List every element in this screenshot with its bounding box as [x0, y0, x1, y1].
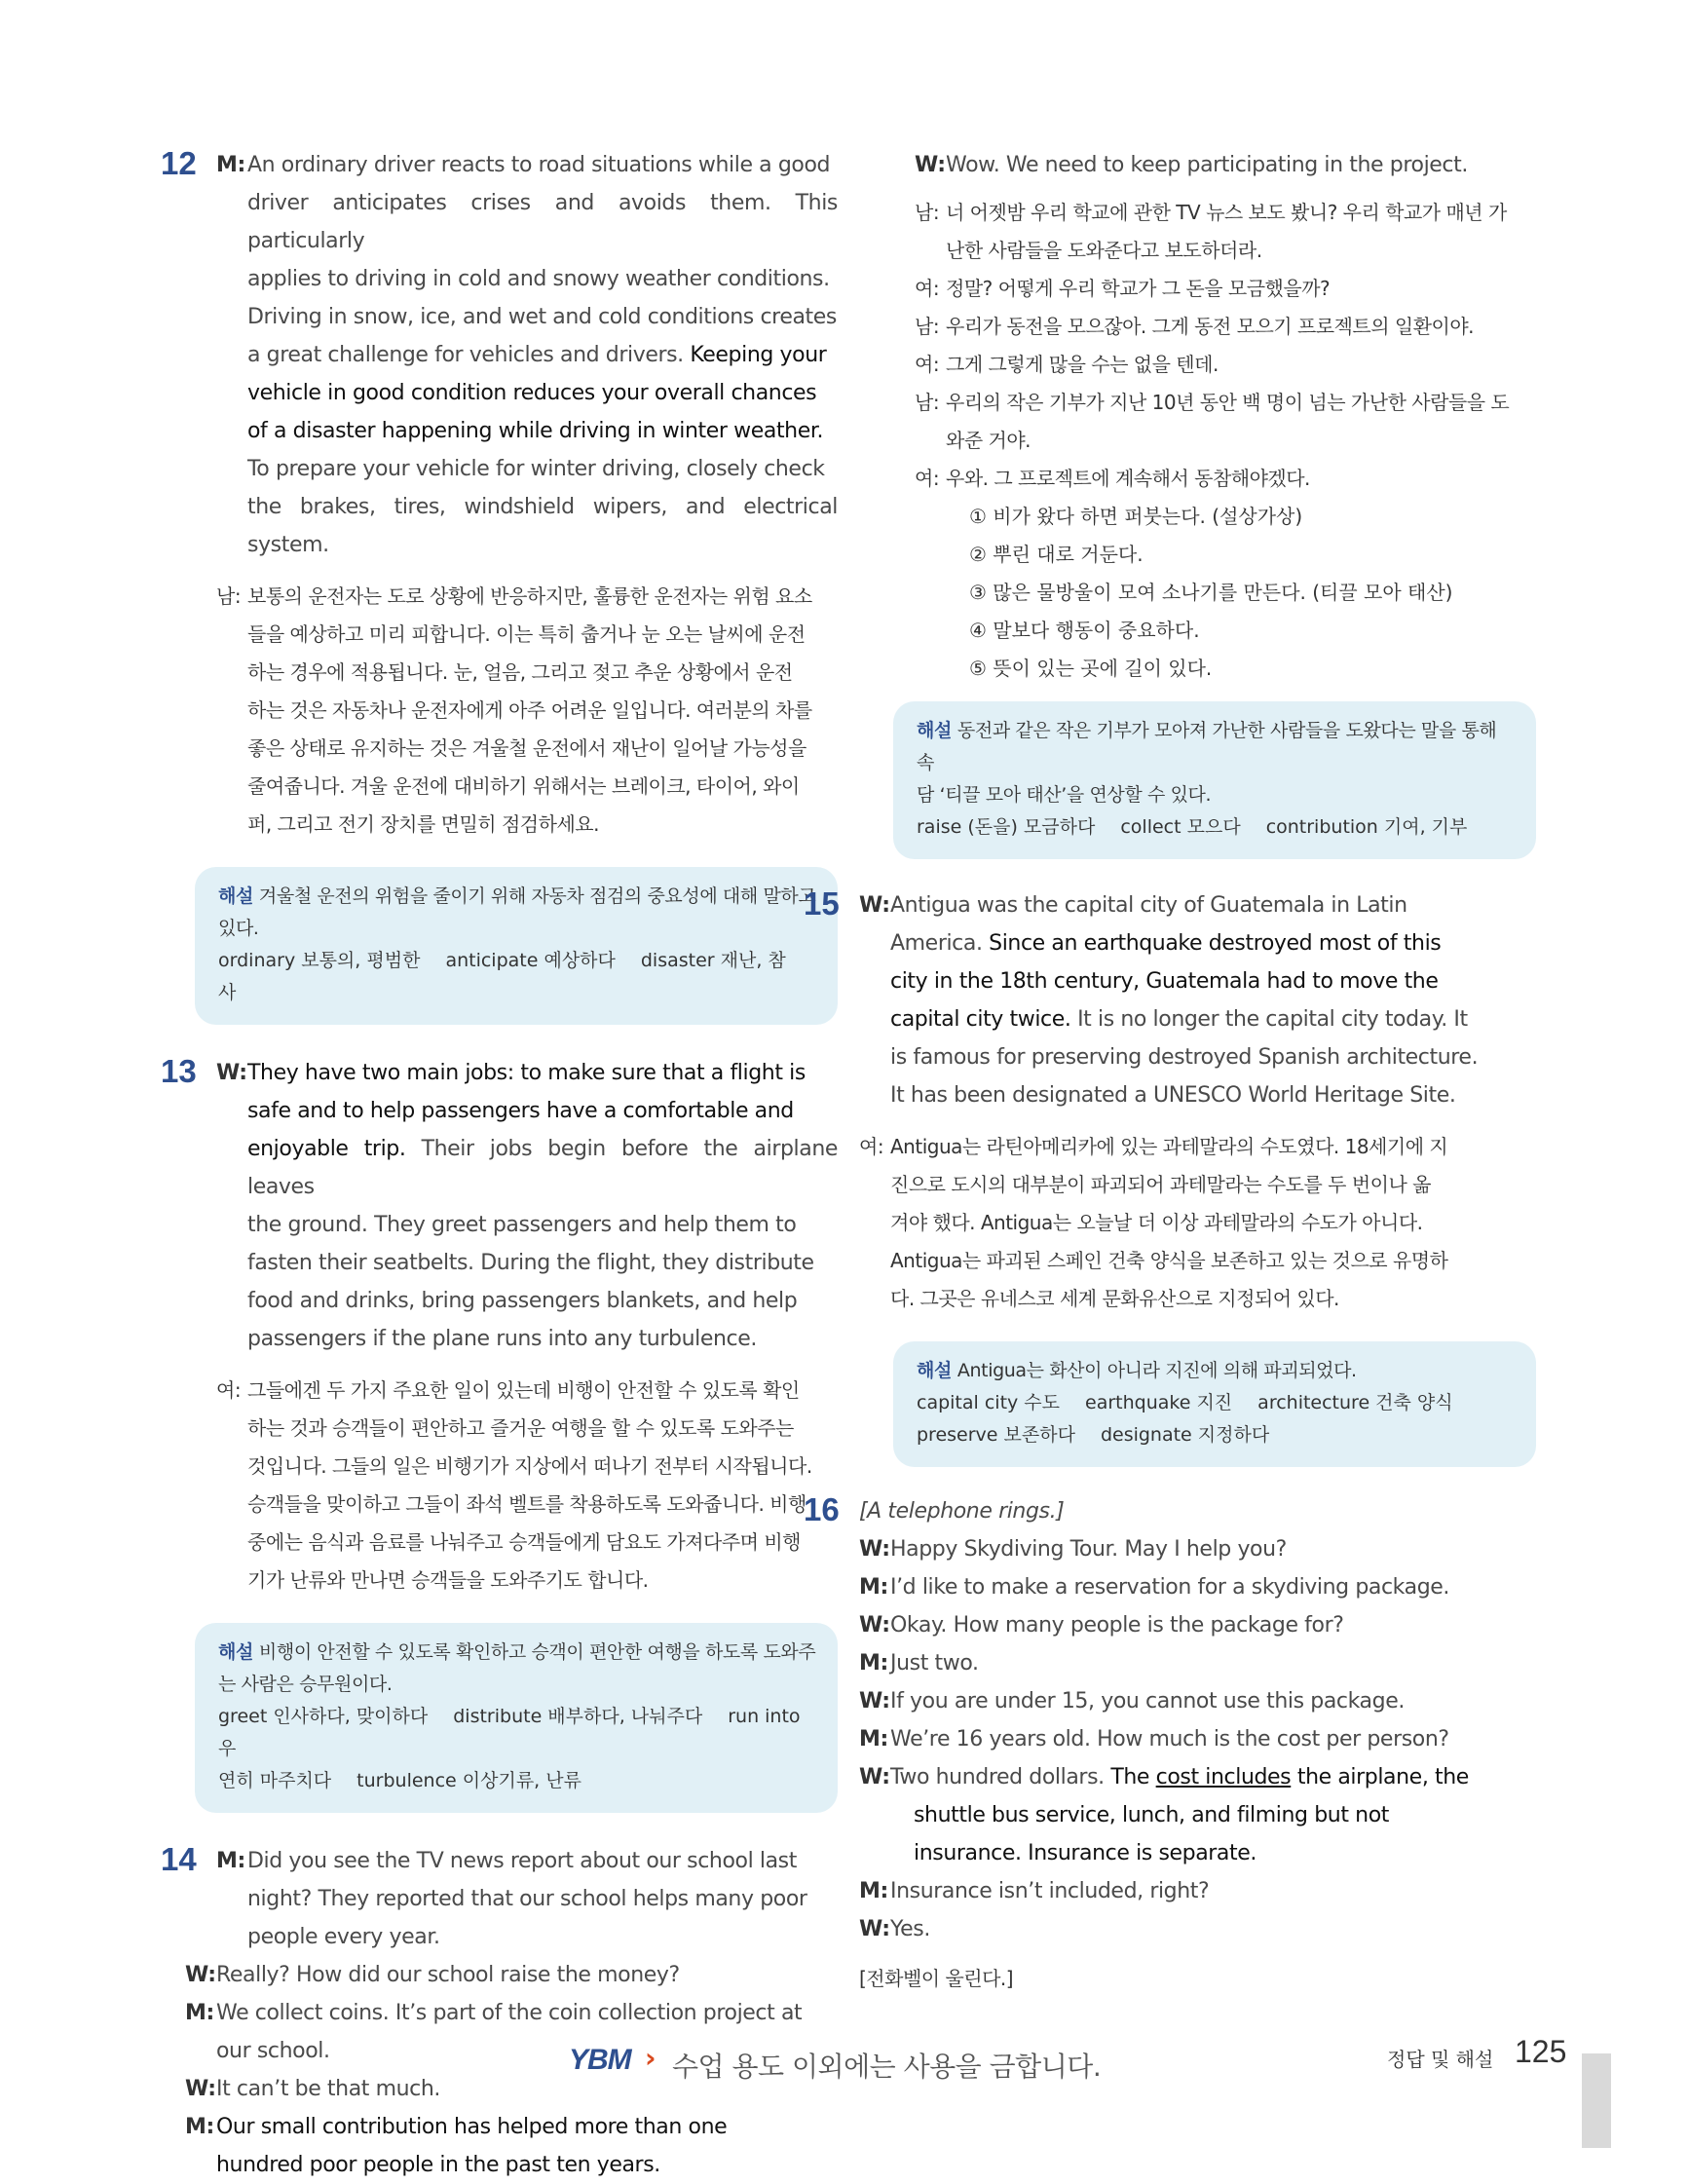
- key-sentence: of a disaster happening while driving in winter weather.: [247, 419, 824, 443]
- key-sentence: hundred poor people in the past ten years.: [216, 2153, 660, 2177]
- question-16: [804, 1492, 1536, 1998]
- korean-translation: [216, 578, 838, 844]
- explanation-tag: 해설: [218, 885, 253, 907]
- speaker-label: M:: [185, 2115, 214, 2139]
- key-sentence: capital city twice.: [890, 1007, 1071, 1032]
- option-2: ② 뿌린 대로 거둔다.: [969, 543, 1144, 566]
- key-sentence: insurance. Insurance is separate.: [914, 1841, 1257, 1865]
- translation-line: 하는 것은 자동차나 운전자에게 아주 어려운 일입니다. 여러분의 차를: [247, 698, 812, 722]
- script-line: passengers if the plane runs into any turbulence.: [247, 1327, 757, 1351]
- script-line: food and drinks, bring passengers blankets, and help: [247, 1289, 798, 1313]
- translation-line: 중에는 음식과 음료를 나눠주고 승객들에게 담요도 가져다주며 비행: [247, 1530, 801, 1554]
- english-script: [216, 146, 838, 564]
- dialog-turn: M: We’re 16 years old. How much is the cost per person?: [859, 1727, 1449, 1751]
- vocab-list: preserve 보존하다 designate 지정하다: [917, 1424, 1270, 1446]
- vocab-list: greet 인사하다, 맞이하다 distribute 배부하다, 나눠주다 run into 우: [218, 1706, 801, 1759]
- key-sentence: vehicle in good condition reduces your overall chances: [247, 381, 817, 405]
- speaker-label: M:: [185, 2001, 214, 2025]
- key-sentence: Our small contribution has helped more than one: [216, 2115, 728, 2139]
- translation-line: 들을 예상하고 미리 피합니다. 이는 특히 춥거나 눈 오는 날씨에 운전: [247, 622, 806, 646]
- dialog-turn: W: Okay. How many people is the package for?: [859, 1613, 1344, 1638]
- script-line: a great challenge for vehicles and drivers. Keeping your: [247, 343, 827, 367]
- speaker-label: 남:: [216, 584, 242, 608]
- page-number: 125: [1515, 2034, 1567, 2069]
- dialog-turn: M: Just two.: [859, 1651, 979, 1676]
- dialog-turn: W: Wow. We need to keep participating in the project.: [915, 146, 1536, 184]
- translation-line: 보통의 운전자는 도로 상황에 반응하지만, 훌륭한 운전자는 위험 요소: [247, 584, 812, 608]
- explanation-tag: 해설: [218, 1641, 253, 1663]
- question-14-continued: [859, 146, 1536, 859]
- script-line: enjoyable trip. Their jobs begin before the airplane leaves: [247, 1137, 838, 1199]
- dialog-turn: W: Two hundred dollars. The cost includes the airplane, the shuttle bus service, lunch, and filming but not insurance. Insurance is separate.: [859, 1758, 1536, 1872]
- dialog-turn: W: Yes.: [859, 1917, 930, 1941]
- section-label: 정답 및 해설: [1387, 2048, 1494, 2071]
- translation-line: 승객들을 맞이하고 그들이 좌석 벨트를 착용하도록 도와줍니다. 비행: [247, 1492, 806, 1516]
- explanation-box: 해설 동전과 같은 작은 기부가 모아져 가난한 사람들을 도왔다는 말을 통해 속 담 ‘티끌 모아 태산’을 연상할 수 있다. raise (돈을) 모금하다 collect 모으다 contribution 기여, 기부: [893, 701, 1536, 859]
- vocab-list: ordinary 보통의, 평범한 anticipate 예상하다 disaster 재난, 참사: [218, 950, 786, 1003]
- speaker-label: M:: [216, 1849, 245, 1873]
- key-sentence: Since an earthquake destroyed most of this: [989, 931, 1442, 956]
- key-sentence: safe and to help passengers have a comfortable and: [247, 1099, 794, 1123]
- explanation-tag: 해설: [917, 1360, 952, 1381]
- answer-options: [915, 498, 1536, 688]
- option-1: ① 비가 왔다 하면 퍼붓는다. (설상가상): [969, 505, 1303, 528]
- dialog-turn: W: Happy Skydiving Tour. May I help you?: [859, 1537, 1287, 1562]
- speaker-label: W:: [185, 1963, 216, 1987]
- vocab-list: capital city 수도 earthquake 지진 architecture 건축 양식: [917, 1392, 1453, 1413]
- speaker-label: W:: [859, 893, 890, 918]
- script-line: applies to driving in cold and snowy weather conditions.: [247, 267, 830, 291]
- explanation-tag: 해설: [917, 720, 952, 741]
- explanation-box: 해설 겨울철 운전의 위험을 줄이기 위해 자동차 점검의 중요성에 대해 말하고 있다. ordinary 보통의, 평범한 anticipate 예상하다 disaster 재난, 참사: [195, 867, 838, 1025]
- vocab-list: raise (돈을) 모금하다 collect 모으다 contribution 기여, 기부: [917, 816, 1468, 838]
- explanation-box: 해설 비행이 안전할 수 있도록 확인하고 승객이 편안한 여행을 하도록 도와주 는 사람은 승무원이다. greet 인사하다, 맞이하다 distribute 배부하다, 나눠주다 run into 우 연히 마주치다 turbulence 이상기류, 난류: [195, 1623, 838, 1813]
- script-line: the brakes, tires, windshield wipers, and electrical system.: [247, 495, 838, 557]
- translation-line: 퍼, 그리고 전기 장치를 면밀히 점검하세요.: [247, 812, 599, 836]
- script-line: An ordinary driver reacts to road situations while a good: [247, 153, 831, 177]
- speaker-label: 여:: [216, 1378, 242, 1402]
- option-4: ④ 말보다 행동이 중요하다.: [969, 619, 1200, 642]
- dialog-turn: M: Insurance isn’t included, right?: [859, 1879, 1210, 1903]
- dialog-turn: W: Really? How did our school raise the money?: [185, 1956, 838, 1994]
- speaker-label: W:: [185, 2077, 216, 2101]
- script-line: Driving in snow, ice, and wet and cold conditions creates: [247, 305, 837, 329]
- dialog-turn: M: Did you see the TV news report about our school last night? They reported that our school helps many poor people every year.: [216, 1842, 838, 1956]
- key-sentence: city in the 18th century, Guatemala had to move the: [890, 969, 1439, 994]
- question-number: 12: [161, 145, 197, 181]
- dialog-turn: W: It can’t be that much.: [185, 2070, 838, 2108]
- usage-notice: 수업 용도 이외에는 사용을 금합니다.: [672, 2051, 1102, 2083]
- dialog-turn: [185, 2108, 838, 2184]
- translation-line: 그들에겐 두 가지 주요한 일이 있는데 비행이 안전할 수 있도록 확인: [247, 1378, 800, 1402]
- key-sentence: shuttle bus service, lunch, and filming but not: [914, 1803, 1389, 1827]
- ybm-logo: YBM: [569, 2044, 631, 2076]
- english-script: [216, 1054, 838, 1358]
- right-column: [804, 146, 1536, 1998]
- translation-line: 것입니다. 그들의 일은 비행기가 지상에서 떠나기 전부터 시작됩니다.: [247, 1454, 812, 1478]
- stage-direction: [A telephone rings.]: [859, 1499, 1065, 1524]
- question-number: 15: [804, 885, 840, 922]
- script-line: fasten their seatbelts. During the flight, they distribute: [247, 1251, 814, 1275]
- question-12: [161, 146, 838, 1025]
- option-5: ⑤ 뜻이 있는 곳에 길이 있다.: [969, 657, 1213, 680]
- script-line: To prepare your vehicle for winter driving, closely check: [247, 457, 825, 481]
- underlined-phrase: cost includes: [1155, 1765, 1292, 1789]
- question-15: [804, 886, 1536, 1467]
- translation-line: 기가 난류와 만나면 승객들을 도와주기도 합니다.: [247, 1568, 649, 1592]
- question-number: 13: [161, 1053, 197, 1089]
- chevron-right-icon: ›: [645, 2042, 656, 2074]
- option-3: ③ 많은 물방울이 모여 소나기를 만든다. (티끌 모아 태산): [969, 581, 1453, 604]
- speaker-label: 여:: [859, 1135, 884, 1158]
- dialog-turn: M: I’d like to make a reservation for a skydiving package.: [859, 1575, 1450, 1600]
- korean-stage-direction: [전화벨이 울린다.]: [859, 1967, 1014, 1990]
- key-sentence: They have two main jobs: to make sure that a flight is: [247, 1061, 806, 1085]
- speaker-label: M:: [216, 153, 245, 177]
- english-script: W: Antigua was the capital city of Guatemala in Latin America. Since an earthquake destroyed most of this city in the 18th century, Guatemala had to move the capital city twice. It is no longer the capital city today. It is famous for preserving destroyed Spanish architecture. It has been designated a UNESCO World Heritage Site.: [859, 886, 1536, 1114]
- explanation-box: 해설 Antigua는 화산이 아니라 지진에 의해 파괴되었다. capital city 수도 earthquake 지진 architecture 건축 양식 preserve 보존하다 designate 지정하다: [893, 1341, 1536, 1467]
- left-column: [161, 146, 838, 2184]
- korean-translation: 여: Antigua는 라틴아메리카에 있는 과테말라의 수도였다. 18세기에 지 진으로 도시의 대부분이 파괴되어 과테말라는 수도를 두 번이나 옮 겨야 했다. Antigua는 오늘날 더 이상 과테말라의 수도가 아니다. Antigua는 파괴된 스페인 건축 양식을 보존하고 있는 것으로 유명하 다. 그곳은 유네스코 세계 문화유산으로 지정되어 있다.: [859, 1128, 1536, 1318]
- translation-line: 하는 것과 승객들이 편안하고 즐거운 여행을 할 수 있도록 도와주는: [247, 1416, 794, 1440]
- script-line: driver anticipates crises and avoids them. This particularly: [247, 191, 838, 253]
- translation-line: 줄여줍니다. 겨울 운전에 대비하기 위해서는 브레이크, 타이어, 와이: [247, 774, 800, 798]
- question-number: 14: [161, 1841, 197, 1877]
- dialog-turn: M: We collect coins. It’s part of the coin collection project at our school.: [185, 1994, 838, 2070]
- korean-translation: [216, 1372, 838, 1600]
- key-sentence: Keeping your: [690, 343, 827, 367]
- vocab-list: 연히 마주치다 turbulence 이상기류, 난류: [218, 1770, 581, 1791]
- speaker-label: W:: [915, 153, 946, 177]
- dialog-turn: W: If you are under 15, you cannot use this package.: [859, 1689, 1405, 1713]
- korean-translation: 남: 너 어젯밤 우리 학교에 관한 TV 뉴스 보도 봤니? 우리 학교가 매년 가 난한 사람들을 도와준다고 보도하더라. 여: 정말? 어떻게 우리 학교가 그 돈을 모금했을까? 남: 우리가 동전을 모으잖아. 그게 동전 모으기 프로젝트의 일환이야. 여: 그게 그렇게 많을 수는 없을 텐데. 남: 우리의 작은 기부가 지난 10년 동안 백 명이 넘는 가난한 사람들을 도 와준 거야. 여: 우와. 그 프로젝트에 계속해서 동참해야겠다.: [915, 201, 1510, 490]
- script-line: the ground. They greet passengers and help them to: [247, 1213, 797, 1237]
- question-14: [161, 1842, 838, 2184]
- page-edge-tab: [1582, 2053, 1611, 2148]
- question-number: 16: [804, 1491, 840, 1527]
- translation-line: 좋은 상태로 유지하는 것은 겨울철 운전에서 재난이 일어날 가능성을: [247, 736, 806, 760]
- translation-line: 하는 경우에 적용됩니다. 눈, 얼음, 그리고 젖고 추운 상황에서 운전: [247, 660, 793, 684]
- speaker-label: W:: [216, 1061, 247, 1085]
- question-13: [161, 1054, 838, 1813]
